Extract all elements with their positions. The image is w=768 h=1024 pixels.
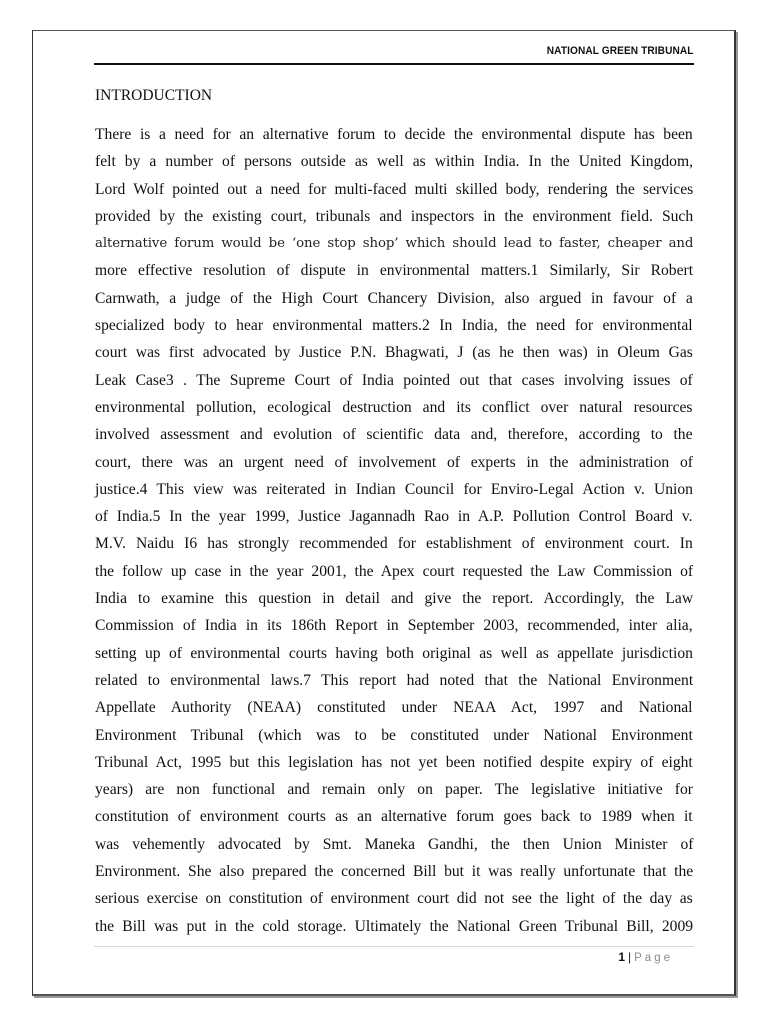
text-line bbox=[95, 503, 693, 530]
text-line bbox=[95, 230, 693, 257]
footer-rule-divider bbox=[94, 946, 694, 947]
text-line-content: specialized body to hear environmental matters.2 In India, the need for environmental bbox=[95, 317, 693, 335]
text-line-content: constitution of environment courts as an alternative forum goes back to 1989 when it bbox=[95, 808, 693, 826]
text-line-content: of India.5 In the year 1999, Justice Jagannadh Rao in A.P. Pollution Control Board v. bbox=[95, 508, 693, 526]
text-line bbox=[95, 421, 693, 448]
page-number: 1 bbox=[618, 950, 626, 964]
text-line bbox=[95, 612, 693, 639]
text-line-content: was vehemently advocated by Smt. Maneka Gandhi, the then Union Minister of bbox=[95, 835, 694, 853]
text-line-content: more effective resolution of dispute in environmental matters.1 Similarly, Sir Robert bbox=[95, 262, 694, 280]
text-line bbox=[95, 148, 693, 175]
text-line-content: Appellate Authority (NEAA) constituted under NEAA Act, 1997 and National bbox=[95, 699, 693, 717]
body-paragraph bbox=[95, 121, 693, 940]
text-line bbox=[95, 776, 693, 803]
text-line bbox=[95, 585, 693, 612]
text-line-content: court, there was an urgent need of involvement of experts in the administration of bbox=[95, 453, 693, 471]
text-line-content: court was first advocated by Justice P.N. Bhagwati, J (as he then was) in Oleum Gas bbox=[95, 344, 693, 362]
text-line-content: setting up of environmental courts having both original as well as appellate jurisdiction bbox=[95, 644, 693, 662]
text-line bbox=[95, 257, 693, 284]
text-line bbox=[95, 449, 693, 476]
text-line bbox=[95, 803, 693, 830]
text-line bbox=[95, 121, 693, 148]
text-line bbox=[95, 530, 693, 557]
text-line-content: related to environmental laws.7 This report had noted that the National Environment bbox=[95, 671, 694, 689]
text-line-content: Environment Tribunal (which was to be constituted under National Environment bbox=[95, 726, 693, 744]
text-line-content: environmental pollution, ecological destruction and its conflict over natural resources bbox=[95, 398, 693, 416]
text-line-content: serious exercise on constitution of environment court did not see the light of the day as bbox=[95, 890, 693, 908]
text-line-content: Commission of India in its 186th Report in September 2003, recommended, inter alia, bbox=[95, 617, 693, 635]
running-header-title: NATIONAL GREEN TRIBUNAL bbox=[547, 45, 694, 57]
text-line bbox=[95, 749, 693, 776]
text-line-content: alternative forum would be ‘one stop shop’ which should lead to faster, cheaper and bbox=[95, 236, 694, 252]
text-line-content: the Bill was put in the cold storage. Ultimately the National Green Tribunal Bill, 2009 bbox=[95, 917, 694, 935]
text-line-content: years) are non functional and remain only on paper. The legislative initiative for bbox=[95, 781, 693, 799]
text-line-content: provided by the existing court, tribunals and inspectors in the environment field. Such bbox=[95, 207, 694, 225]
text-line-content: the follow up case in the year 2001, the Apex court requested the Law Commission of bbox=[95, 562, 694, 580]
text-line bbox=[95, 858, 693, 885]
text-line bbox=[95, 367, 693, 394]
text-line bbox=[95, 885, 693, 912]
text-line bbox=[95, 694, 693, 721]
text-line-content: India to examine this question in detail and give the report. Accordingly, the Law bbox=[95, 590, 694, 608]
header-rule-divider bbox=[94, 63, 694, 65]
text-line bbox=[95, 176, 693, 203]
footer-separator: | bbox=[628, 950, 632, 964]
page-footer bbox=[618, 950, 673, 964]
text-line-content: There is a need for an alternative forum to decide the environmental dispute has been bbox=[95, 126, 693, 143]
page-label: Page bbox=[634, 952, 673, 964]
text-line bbox=[95, 339, 693, 366]
text-line bbox=[95, 667, 693, 694]
text-line bbox=[95, 476, 693, 503]
text-line-content: Tribunal Act, 1995 but this legislation has not yet been notified despite expiry of eight bbox=[95, 753, 693, 771]
document-page bbox=[32, 30, 736, 996]
text-line-content: Environment. She also prepared the concerned Bill but it was really unfortunate that the bbox=[95, 863, 694, 881]
page-header bbox=[94, 43, 694, 63]
text-line bbox=[95, 558, 693, 585]
text-line-content: justice.4 This view was reiterated in Indian Council for Enviro-Legal Action v. Union bbox=[95, 480, 693, 498]
section-heading: INTRODUCTION bbox=[95, 87, 213, 104]
text-line bbox=[95, 203, 693, 230]
text-line-content: Carnwath, a judge of the High Court Chancery Division, also argued in favour of a bbox=[95, 289, 693, 307]
text-line bbox=[95, 913, 693, 940]
text-line bbox=[95, 285, 693, 312]
text-line-content: involved assessment and evolution of scientific data and, therefore, according to the bbox=[95, 426, 693, 444]
text-line bbox=[95, 312, 693, 339]
text-line-content: Leak Case3 . The Supreme Court of India pointed out that cases involving issues of bbox=[95, 371, 693, 389]
text-line bbox=[95, 640, 693, 667]
text-line-content: Lord Wolf pointed out a need for multi-faced multi skilled body, rendering the services bbox=[95, 180, 694, 198]
text-line-content: M.V. Naidu I6 has strongly recommended for establishment of environment court. In bbox=[95, 535, 693, 553]
text-line bbox=[95, 394, 693, 421]
text-line bbox=[95, 722, 693, 749]
text-line bbox=[95, 831, 693, 858]
text-line-content: felt by a number of persons outside as well as within India. In the United Kingdom, bbox=[95, 153, 693, 171]
